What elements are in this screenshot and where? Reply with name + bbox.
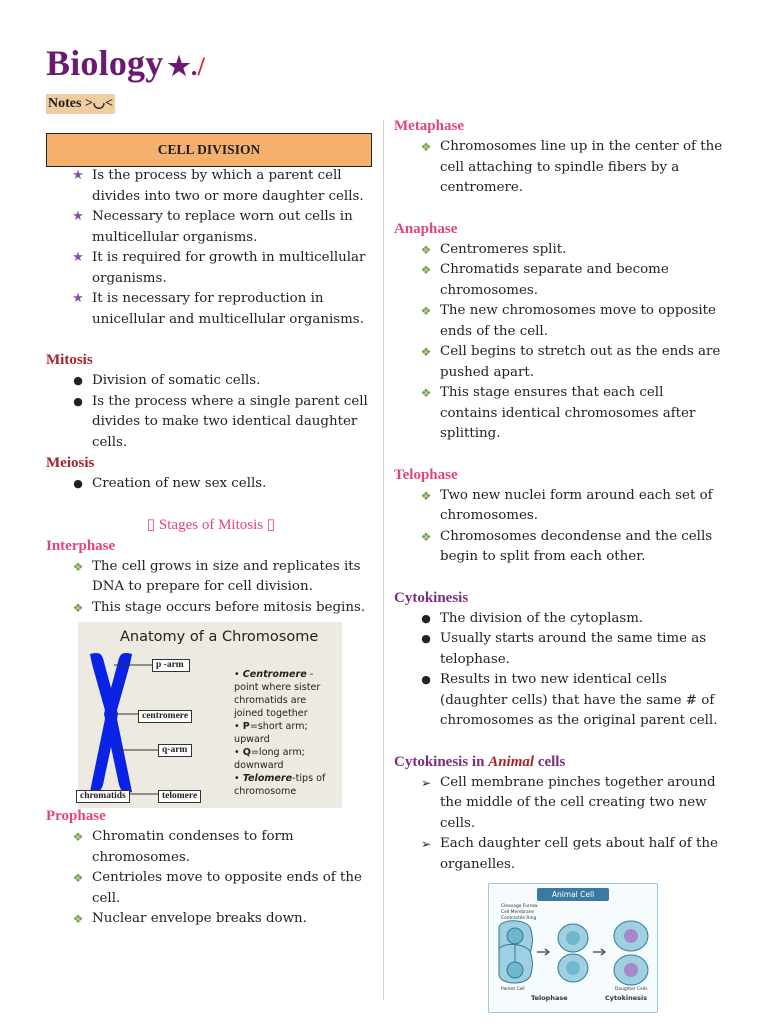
stage-label: Cytokinesis <box>605 994 648 1002</box>
list-item: ❖ Centrioles move to opposite ends of the cell. <box>46 868 376 909</box>
arrow-bullet-icon: ➢ <box>420 837 432 851</box>
telophase-heading: Telophase <box>394 466 458 483</box>
list-item: ❖ Chromosomes line up in the center of the cell attaching to spindle fibers by a centromere. <box>394 137 724 199</box>
list-item: ➢ Each daughter cell gets about half of the organelles. <box>394 834 724 875</box>
left-column <box>46 133 376 930</box>
figure-title: Anatomy of a Chromosome <box>120 629 319 645</box>
star-bullet-icon: ★ <box>72 291 84 306</box>
cell-label: Parent Cell <box>501 987 525 992</box>
stages-heading: ▯ Stages of Mitosis ▯ <box>146 516 276 533</box>
list-item: ❖ Cell begins to stretch out as the ends are pushed apart. <box>394 342 724 383</box>
list-item: ★ It is necessary for reproduction in unicellular and multicellular organisms. <box>46 289 376 330</box>
meiosis-heading: Meiosis <box>46 455 95 471</box>
notes-label: Notes >◡< <box>46 94 115 114</box>
anaphase-heading: Anaphase <box>394 220 458 237</box>
prophase-heading: Prophase <box>46 808 106 824</box>
list-item: ● Is the process where a single parent cell divides to make two identical daughter cells. <box>46 392 376 454</box>
chromosome-notes: • Centromere - point where sister chromatids are joined together • P=short arm; upward • Q=long arm; downward • Telomere-tips of chromosome <box>234 669 326 797</box>
mitosis-heading: Mitosis <box>46 352 93 368</box>
telophase-list <box>394 486 724 568</box>
list-item: ➢ Cell membrane pinches together around the middle of the cell creating two new cells. <box>394 773 724 835</box>
list-item: ❖ This stage occurs before mitosis begins. <box>46 598 376 619</box>
interphase-heading: Interphase <box>46 537 116 554</box>
star-bullet-icon: ★ <box>72 168 84 183</box>
dot-bullet-icon: ● <box>421 632 431 645</box>
q-arm-label: q-arm <box>158 744 192 757</box>
cell-division-box: CELL DIVISION <box>46 133 372 167</box>
list-item: ● Creation of new sex cells. <box>46 474 376 495</box>
column-divider <box>383 120 384 1000</box>
diamond-bullet-icon: ❖ <box>420 386 432 400</box>
metaphase-heading: Metaphase <box>394 118 464 134</box>
animal-cell-figure <box>488 883 658 1013</box>
list-item: ❖ Chromatin condenses to form chromosomes. <box>46 827 376 868</box>
cell-label: Cell Membrane <box>501 910 535 915</box>
right-column <box>394 116 724 1013</box>
anaphase-list <box>394 240 724 445</box>
list-item: ● Usually starts around the same time as telophase. <box>394 629 724 670</box>
cytokinesis-animal-heading: Cytokinesis in Animal cells <box>394 753 566 770</box>
list-item: ❖ The new chromosomes move to opposite ends of the cell. <box>394 301 724 342</box>
diamond-bullet-icon: ❖ <box>72 600 84 615</box>
diamond-bullet-icon: ❖ <box>420 304 432 318</box>
prophase-list <box>46 827 376 930</box>
cytokinesis-animal-list <box>394 773 724 876</box>
list-item: ❖ This stage ensures that each cell contains identical chromosomes after splitting. <box>394 383 724 445</box>
diamond-bullet-icon: ❖ <box>72 871 84 885</box>
list-item: ★ Is the process by which a parent cell divides into two or more daughter cells. <box>46 166 376 207</box>
title-text: Biology <box>46 43 164 83</box>
arrow-bullet-icon: ➢ <box>420 775 432 790</box>
list-item: ❖ Two new nuclei form around each set of chromosomes. <box>394 486 724 527</box>
stage-label: Telophase <box>531 994 568 1002</box>
cytokinesis-list <box>394 609 724 732</box>
list-item: ● Division of somatic cells. <box>46 371 376 392</box>
diamond-bullet-icon: ❖ <box>72 559 84 574</box>
diamond-bullet-icon: ❖ <box>420 345 432 359</box>
cell-label: Cleavage Furrow <box>501 904 538 909</box>
list-item: ❖ Centromeres split. <box>394 240 724 261</box>
cell-division-list <box>46 166 376 330</box>
dot-bullet-icon: ● <box>73 394 83 408</box>
dot-bullet-icon: ● <box>73 374 83 387</box>
p-arm-label: p -arm <box>152 659 190 672</box>
centromere-label: centromere <box>138 710 192 723</box>
dot-bullet-icon: ● <box>73 477 83 490</box>
dot-bullet-icon: ● <box>421 673 431 686</box>
interphase-list <box>46 557 376 619</box>
telomere-label: telomere <box>158 790 201 803</box>
diamond-bullet-icon: ❖ <box>420 263 432 277</box>
diamond-bullet-icon: ❖ <box>420 488 432 503</box>
list-item: ❖ Nuclear envelope breaks down. <box>46 909 376 930</box>
cell-label: Contractile Ring <box>501 916 537 921</box>
list-item: ❖ The cell grows in size and replicates its DNA to prepare for cell division. <box>46 557 376 598</box>
diamond-bullet-icon: ❖ <box>420 242 432 257</box>
list-item: ❖ Chromosomes decondense and the cells begin to split from each other. <box>394 527 724 568</box>
page-title <box>46 42 205 84</box>
list-item: ★ It is required for growth in multicellular organisms. <box>46 248 376 289</box>
star-bullet-icon: ★ <box>72 209 84 224</box>
diamond-bullet-icon: ❖ <box>72 830 84 844</box>
cytokinesis-heading: Cytokinesis <box>394 589 469 606</box>
chromosome-figure <box>78 622 342 808</box>
list-item: ★ Necessary to replace worn out cells in multicellular organisms. <box>46 207 376 248</box>
list-item: ● The division of the cytoplasm. <box>394 609 724 630</box>
chromatids-label: chromatids <box>76 790 130 803</box>
diamond-bullet-icon: ❖ <box>420 140 432 154</box>
title-decoration: ★./ <box>167 52 206 81</box>
diamond-bullet-icon: ❖ <box>420 529 432 544</box>
star-bullet-icon: ★ <box>72 250 84 265</box>
dot-bullet-icon: ● <box>421 611 431 625</box>
meiosis-list <box>46 474 376 495</box>
cell-label: Daughter Cells <box>615 987 648 992</box>
metaphase-list <box>394 137 724 199</box>
list-item: ● Results in two new identical cells (daughter cells) that have the same # of chromosomes as the original parent cell. <box>394 670 724 732</box>
figure-title: Animal Cell <box>537 888 609 901</box>
mitosis-list <box>46 371 376 453</box>
list-item: ❖ Chromatids separate and become chromosomes. <box>394 260 724 301</box>
diamond-bullet-icon: ❖ <box>72 912 84 926</box>
